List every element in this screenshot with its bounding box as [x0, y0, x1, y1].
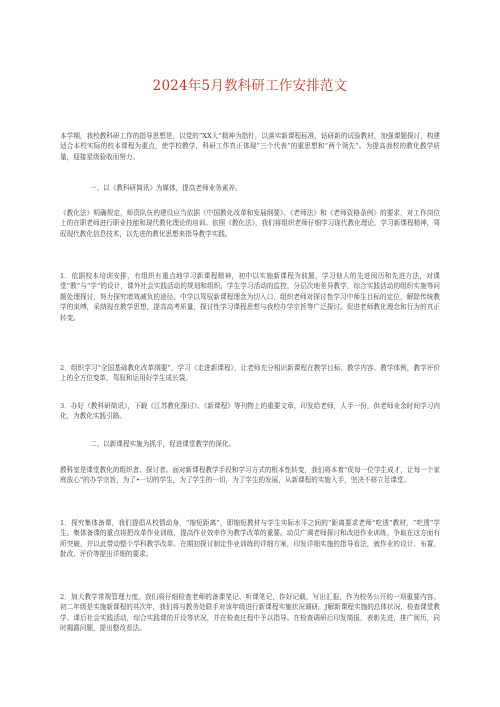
- intro-paragraph: 本学期，我校教科研工作的指导思想是，以党的“XX大”精神为指针，以落实新课程标准，钻研新的试验教材，加强课题探讨，构建适合本校实际的校本课程为重点，使学校教学，科研工作真正体现“三个代表”的重思想和“两个领先”。为提高我校的教化教学质量，迎接星级验收而努力。: [60, 132, 440, 161]
- paragraph-education-law: 《教化法》明确规定，师资队伍的建设应当依据《中国教化改革和发展纲要》、《老师法》和《老师资格条例》的要求，对工作岗位上的在职老师进行职业技能和现代教化理论的培训。依照《教化法》，我们将组织老师仔细学习现代教化理论，学习新课程精神，驾驭现代教化信息技术，以先进的教化思想来指导教学实践。: [60, 209, 440, 238]
- paragraph-item-1: 1．依据校本培训安排，有组织有重点地学习新课程精神，初中以实施新课程为前题，学习他人的先进阅历和先进方法，对课堂“教”与“学”的设计，课外社会实践活动的规划和组织，学生学习活动的监控，分层次地差异教学，综合实践活动的组织实施等问题处理探讨，努力探究增效减负的途径。中学以驾驭新课程理念为切入口，组织老师对探讨性学习中师生目标的定位，解除传统教学的束缚，采纳现在教学思想，提高高考质量，探讨性学习课程思想与我校办学宗旨等广泛探讨。促进老师教化理念和行为的真正转变。: [60, 272, 440, 322]
- paragraph-item-3: 3．办好《教科研简讯》，下载《江苏教化探讨》、《新课程》等刊物上的重要文章，印发给老师，人手一份，供老师业余时间学习内化，为教化实践引路。: [60, 402, 440, 421]
- section-heading-1: 一、以《教科研简讯》为媒体，提高老师业务素养。: [90, 184, 242, 192]
- paragraph-item-collective-prep: 1．探究集体备课，我们提倡从校情动身，“缩短距离”，即缩短教材与学生实际水平之间的“距离要求老师“吃透”教材，“吃透”学生。集体备课的重点将把改革作业训练，提高作业效率作为教学改革的重要。动员广调老师探讨和改进作业训练，争取在这方面有所突破，并以此带动整个学科教学改革。在期初探讨制定作业训练的详细方案，印发详细实施的指导看法，就作业的设计、布置、批改、评价等提出详细的要求。: [60, 519, 440, 559]
- section-heading-2: 二、以新课程实施为抓手，促进课堂教学的深化。: [90, 440, 236, 448]
- paragraph-item-2: 2．组织学习“全国基础教化改革纲要”，学习《走进新课程》，让老师充分相识新课程在教学目标、教学内容、教学体例，教学评价上的全方位变革，驾驭和运用好学生成长袋。: [60, 364, 440, 383]
- document-title: 2024年5月教科研工作安排范文: [152, 78, 348, 94]
- paragraph-item-routine-management: 2．加大教学常规管理力度。我们将仔细检查老师的备课笔记、听课笔记，作好记载，写出汇报，作为校务公开的一项重要内容。初二年级是实施新课程的其次年，我们将与教务处联手对该年级进行新课程实施状况调研。J解新课程实施的总体状况，检查课堂教学、课后社会实践活动，综合实践课的开设等状况，并在检查过程中予以指导。在检查调研后印发简报，表彰先进，推广阅历，同时揭露问题，提出整改看法。: [60, 593, 440, 633]
- paragraph-classroom: 教科室是课堂教化的组织者、探讨者。面对新课程教学手段和学习方式的根本性转变，我们将本着“促每一位学生成才，让每一个家庭放心”的办学宗旨，为了•一切的学生，为了学生的一切，为了学生的发展，从新课程的实施入手，坚决不移立足课堂。: [60, 466, 440, 485]
